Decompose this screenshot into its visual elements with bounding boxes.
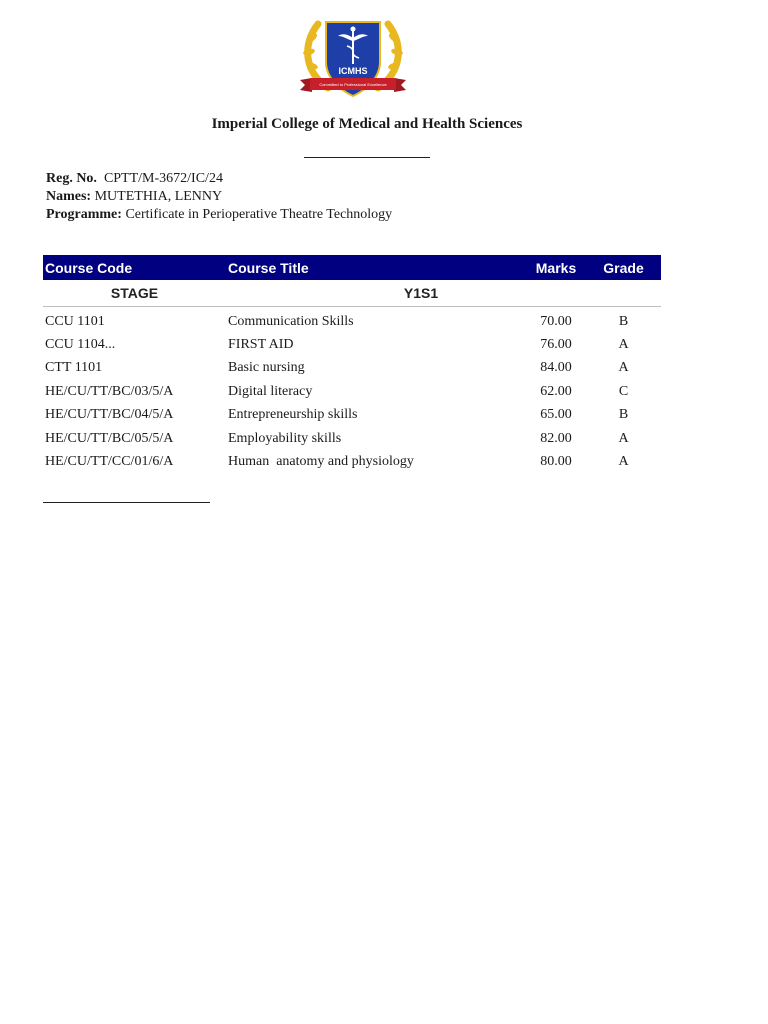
course-title: Entrepreneurship skills — [228, 407, 358, 423]
course-code: HE/CU/TT/BC/04/5/A — [45, 407, 174, 423]
stage-row — [43, 280, 661, 307]
table-header — [43, 255, 661, 280]
course-grade: B — [618, 313, 629, 329]
results-table — [43, 255, 661, 474]
course-title: Communication Skills — [228, 313, 354, 329]
table-row — [43, 404, 661, 427]
course-grade: A — [618, 430, 629, 446]
header-grade: Grade — [603, 259, 644, 276]
college-name: Imperial College of Medical and Health Sciences — [211, 116, 523, 132]
svg-text:ICMHS: ICMHS — [338, 66, 368, 76]
table-row — [43, 333, 661, 356]
course-title: Human anatomy and physiology — [228, 454, 414, 470]
course-marks: 62.00 — [540, 383, 572, 399]
svg-text:Committed to Professional Exce: Committed to Professional Excellence — [319, 82, 387, 87]
table-row — [43, 427, 661, 450]
header-course-code: Course Code — [45, 259, 133, 276]
reg-number-line — [46, 171, 223, 187]
course-grade: C — [618, 383, 629, 399]
course-grade: A — [618, 360, 629, 376]
header-course-title: Course Title — [228, 259, 309, 276]
course-grade: A — [618, 454, 629, 470]
table-row — [43, 310, 661, 333]
course-code: CCU 1104... — [45, 337, 116, 353]
reg-number-value: CPTT/M-3672/IC/24 — [103, 171, 223, 186]
course-code: CTT 1101 — [45, 360, 103, 376]
table-row — [43, 357, 661, 380]
college-logo-emblem — [298, 14, 408, 102]
course-title: Employability skills — [228, 430, 342, 446]
reg-number-label: Reg. No. — [46, 171, 97, 186]
table-row — [43, 380, 661, 403]
names-label: Names: — [46, 189, 92, 204]
names-line — [46, 189, 222, 205]
course-marks: 82.00 — [540, 430, 572, 446]
course-grade: A — [618, 337, 629, 353]
course-grade: B — [618, 407, 629, 423]
course-marks: 84.00 — [540, 360, 572, 376]
course-marks: 76.00 — [540, 337, 572, 353]
stage-value: Y1S1 — [403, 285, 439, 301]
programme-label: Programme: — [46, 207, 122, 222]
programme-line — [46, 207, 392, 223]
course-title: Digital literacy — [228, 383, 313, 399]
course-code: CCU 1101 — [45, 313, 105, 329]
title-underline — [304, 157, 430, 158]
course-code: HE/CU/TT/BC/05/5/A — [45, 430, 174, 446]
programme-value: Certificate in Perioperative Theatre Technology — [125, 207, 393, 222]
college-logo — [298, 14, 408, 102]
course-title: Basic nursing — [228, 360, 305, 376]
header-marks: Marks — [535, 259, 577, 276]
table-row — [43, 450, 661, 473]
names-value: MUTETHIA, LENNY — [94, 189, 223, 204]
stage-label: STAGE — [110, 285, 159, 301]
course-marks: 65.00 — [540, 407, 572, 423]
course-code: HE/CU/TT/CC/01/6/A — [45, 454, 174, 470]
course-title: FIRST AID — [228, 337, 294, 353]
course-marks: 80.00 — [540, 454, 572, 470]
signature-line — [43, 502, 210, 503]
course-marks: 70.00 — [540, 313, 572, 329]
course-code: HE/CU/TT/BC/03/5/A — [45, 383, 174, 399]
